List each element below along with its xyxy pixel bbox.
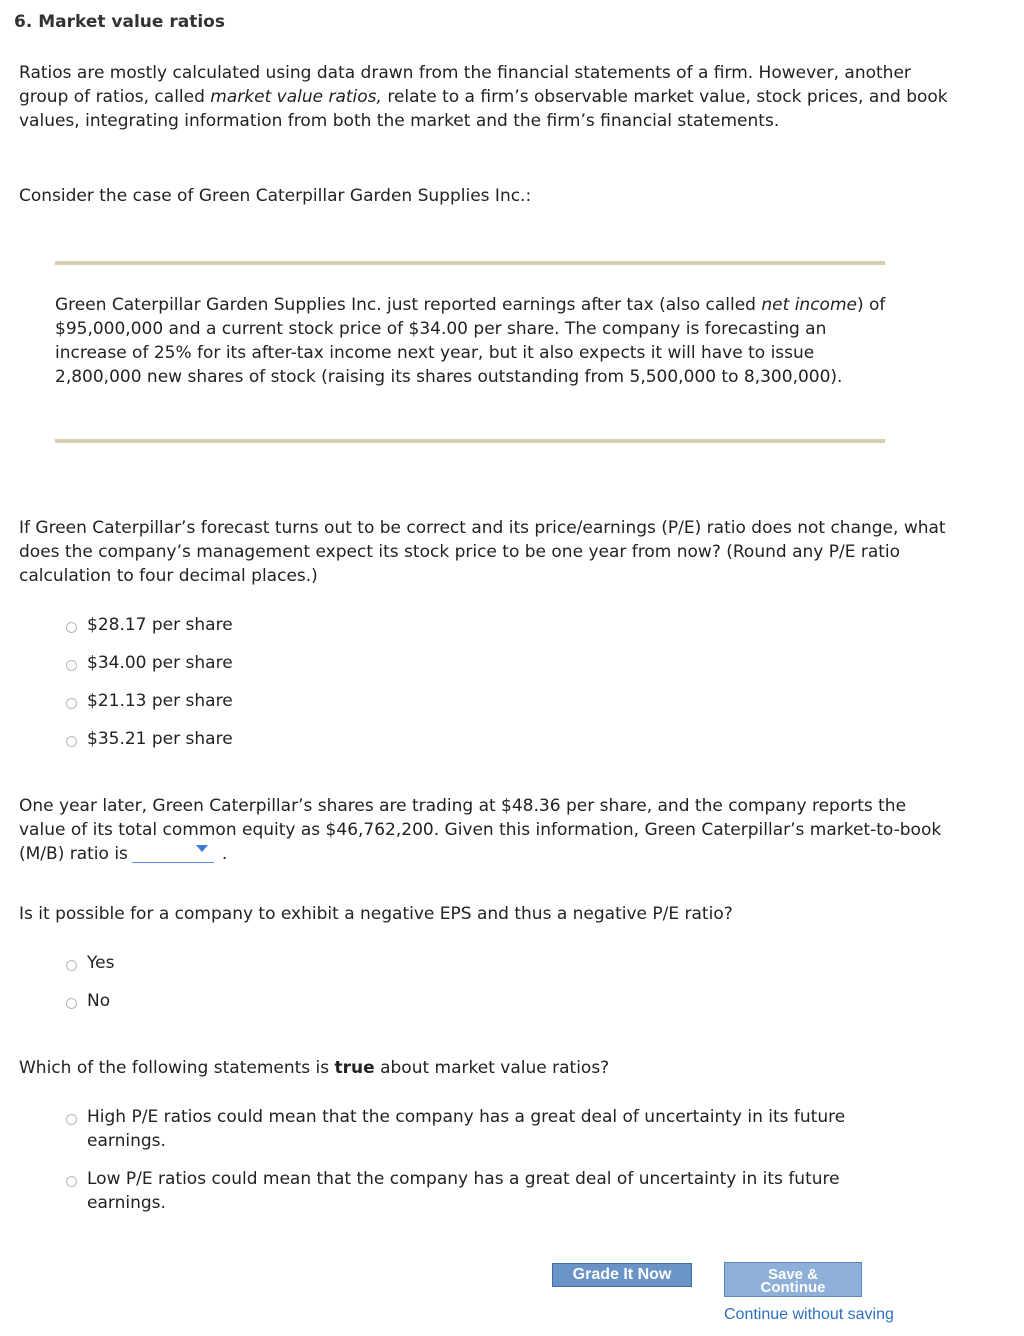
question-3-text: Is it possible for a company to exhibit a negative EPS and thus a negative P/E ratio?	[19, 904, 733, 924]
continue-without-saving-link[interactable]: Continue without saving	[724, 1306, 894, 1323]
case-text-b: ) of $95,000,000 and a current stock price of $34.00 per share. The company is forecasting an increase of 25% for its after-tax income next year, but it also expects it will have to issue 2,800,000 new shares of stock (raising its shares outstanding from 5,500,000 to 8,300,000).	[55, 295, 886, 387]
radio-button[interactable]	[66, 998, 77, 1009]
case-box-bottom-rule	[55, 439, 885, 443]
case-box-text	[55, 293, 895, 389]
question-4-emphasis: true	[334, 1058, 375, 1078]
option-label: High P/E ratios could mean that the company has a great deal of uncertainty in its future earnings.	[87, 1107, 846, 1151]
intro-emphasis: market value ratios,	[210, 87, 382, 107]
grade-it-now-button[interactable]: Grade It Now	[552, 1263, 692, 1287]
q1-option[interactable]	[66, 651, 907, 675]
q1-option[interactable]	[66, 689, 907, 713]
q3-option[interactable]	[66, 951, 907, 975]
page-title: 6. Market value ratios	[14, 12, 225, 32]
q1-option[interactable]	[66, 727, 907, 751]
intro-text-b: relate to a firm’s observable market value, stock prices, and book values, integrating information from both the market and the firm’s financial statements.	[19, 87, 948, 131]
question-4-text	[19, 1056, 949, 1080]
q1-option[interactable]	[66, 613, 907, 637]
case-emphasis: net income	[761, 295, 857, 315]
option-label: $28.17 per share	[87, 615, 233, 635]
case-box-top-rule	[55, 261, 885, 265]
question-2-text	[19, 794, 949, 866]
option-label: $21.13 per share	[87, 691, 233, 711]
radio-button[interactable]	[66, 736, 77, 747]
case-text-a: Green Caterpillar Garden Supplies Inc. just reported earnings after tax (also called	[55, 295, 762, 315]
save-and-continue-button[interactable]: Save & Continue	[724, 1262, 862, 1297]
radio-button[interactable]	[66, 698, 77, 709]
radio-button[interactable]	[66, 1176, 77, 1187]
option-label: Yes	[87, 953, 115, 973]
intro-text-a: Ratios are mostly calculated using data drawn from the financial statements of a firm. However, another group of ratios, called	[19, 63, 911, 107]
option-label: $34.00 per share	[87, 653, 233, 673]
question-4-text-b: about market value ratios?	[374, 1058, 610, 1078]
option-label: No	[87, 991, 111, 1011]
case-intro: Consider the case of Green Caterpillar Garden Supplies Inc.:	[19, 186, 532, 206]
radio-button[interactable]	[66, 660, 77, 671]
radio-button[interactable]	[66, 960, 77, 971]
question-2-prompt: One year later, Green Caterpillar’s shares are trading at $48.36 per share, and the company reports the value of its total common equity as $46,762,200. Given this information, Green Caterpillar’s market-to-book (M/B) ratio is	[19, 796, 942, 864]
q4-option[interactable]	[66, 1105, 907, 1153]
option-label: $35.21 per share	[87, 729, 233, 749]
radio-button[interactable]	[66, 1114, 77, 1125]
mb-ratio-dropdown[interactable]	[132, 842, 214, 863]
intro-paragraph	[19, 61, 949, 133]
radio-button[interactable]	[66, 622, 77, 633]
q3-option[interactable]	[66, 989, 907, 1013]
question-2-suffix: .	[221, 844, 228, 864]
option-label: Low P/E ratios could mean that the company has a great deal of uncertainty in its future earnings.	[87, 1169, 840, 1213]
question-4-text-a: Which of the following statements is	[19, 1058, 335, 1078]
question-1-text: If Green Caterpillar’s forecast turns out to be correct and its price/earnings (P/E) ratio does not change, what does the company’s management expect its stock price to be one year from now? (Round any P/E ratio calculation to four decimal places.)	[19, 518, 946, 586]
q4-option[interactable]	[66, 1167, 907, 1215]
chevron-down-icon	[196, 845, 208, 852]
